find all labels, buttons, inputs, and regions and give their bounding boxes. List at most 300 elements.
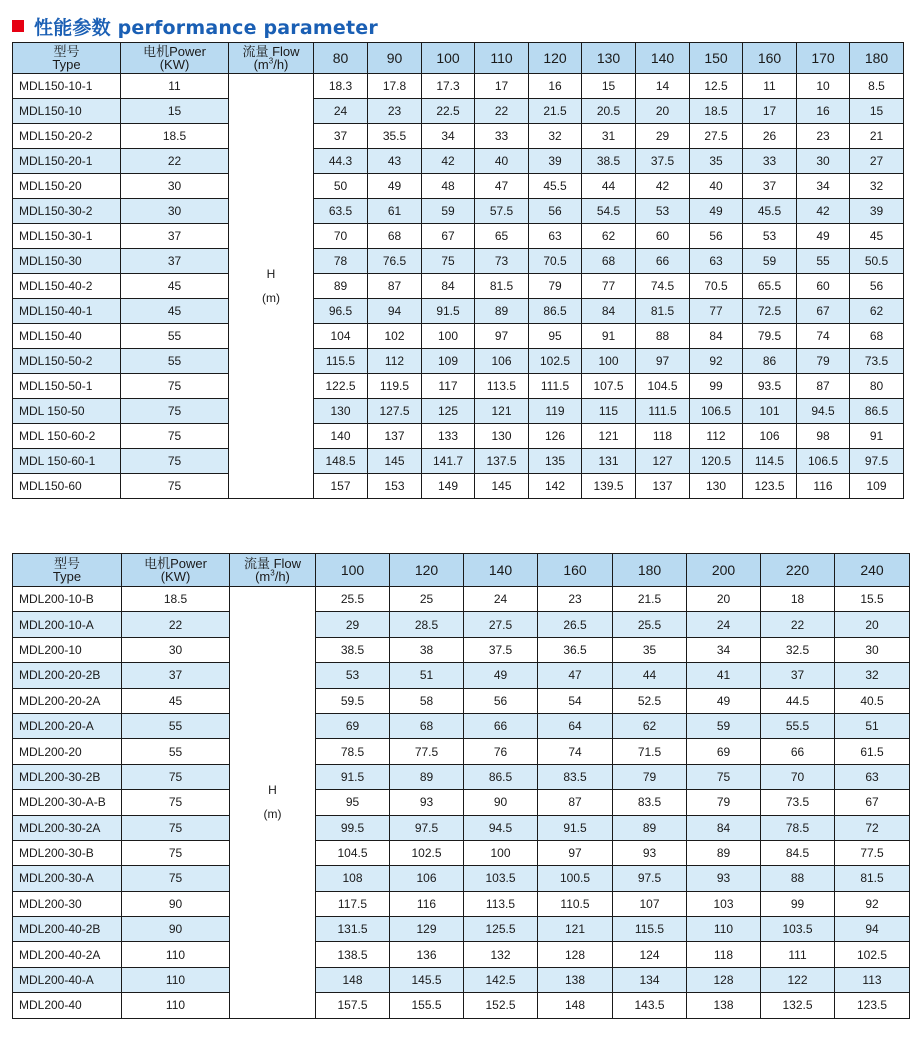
head-value-cell: 32: [850, 174, 904, 199]
head-value-cell: 121: [538, 917, 613, 942]
head-value-cell: 60: [797, 274, 850, 299]
head-value-cell: 97: [475, 324, 529, 349]
power-cell: 55: [122, 739, 230, 764]
model-type-cell: MDL150-30: [13, 249, 121, 274]
head-value-cell: 32.5: [761, 637, 835, 662]
head-value-cell: 69: [687, 739, 761, 764]
head-value-cell: 49: [687, 688, 761, 713]
table-row: [13, 764, 910, 789]
head-value-cell: 87: [538, 790, 613, 815]
head-value-cell: 73: [475, 249, 529, 274]
head-value-cell: 138: [687, 993, 761, 1018]
head-value-cell: 17.3: [422, 74, 475, 99]
head-value-cell: 98: [797, 424, 850, 449]
head-value-cell: 136: [390, 942, 464, 967]
head-value-cell: 56: [529, 199, 582, 224]
table-row: [13, 866, 910, 891]
head-value-cell: 56: [464, 688, 538, 713]
head-value-cell: 102.5: [529, 349, 582, 374]
head-value-cell: 88: [761, 866, 835, 891]
power-header: 电机Power (KW): [122, 554, 230, 587]
head-value-cell: 116: [797, 474, 850, 499]
head-value-cell: 103.5: [464, 866, 538, 891]
head-value-cell: 25.5: [613, 612, 687, 637]
head-value-cell: 132: [464, 942, 538, 967]
head-value-cell: 138: [538, 967, 613, 992]
head-value-cell: 37.5: [636, 149, 690, 174]
power-cell: 90: [122, 891, 230, 916]
head-value-cell: 68: [390, 713, 464, 738]
head-value-cell: 44: [613, 663, 687, 688]
head-value-cell: 78.5: [761, 815, 835, 840]
head-value-cell: 17: [743, 99, 797, 124]
head-value-cell: 62: [613, 713, 687, 738]
head-value-cell: 65.5: [743, 274, 797, 299]
table-row: [13, 713, 910, 738]
head-value-cell: 44.5: [761, 688, 835, 713]
head-value-cell: 84.5: [761, 840, 835, 865]
head-value-cell: 66: [464, 713, 538, 738]
power-cell: 15: [121, 99, 229, 124]
head-value-cell: 38.5: [582, 149, 636, 174]
head-value-cell: 25: [390, 587, 464, 612]
head-value-cell: 91.5: [422, 299, 475, 324]
type-header: 型号 Type: [13, 43, 121, 74]
head-value-cell: 49: [464, 663, 538, 688]
head-value-cell: 22: [761, 612, 835, 637]
power-cell: 37: [122, 663, 230, 688]
table-row: [13, 399, 904, 424]
head-value-cell: 148: [316, 967, 390, 992]
head-value-cell: 79: [529, 274, 582, 299]
head-value-cell: 27.5: [690, 124, 743, 149]
head-value-cell: 153: [368, 474, 422, 499]
head-value-cell: 45.5: [743, 199, 797, 224]
flow-value-header: 240: [835, 554, 910, 587]
flow-value-header: 120: [529, 43, 582, 74]
head-value-cell: 21.5: [529, 99, 582, 124]
model-type-cell: MDL200-30-B: [13, 840, 122, 865]
head-value-cell: 103: [687, 891, 761, 916]
head-value-cell: 15.5: [835, 587, 910, 612]
head-value-cell: 35.5: [368, 124, 422, 149]
head-value-cell: 95: [529, 324, 582, 349]
head-value-cell: 68: [850, 324, 904, 349]
head-value-cell: 130: [314, 399, 368, 424]
head-value-cell: 41: [687, 663, 761, 688]
head-value-cell: 74: [797, 324, 850, 349]
head-value-cell: 79: [797, 349, 850, 374]
power-cell: 30: [121, 199, 229, 224]
head-value-cell: 51: [390, 663, 464, 688]
flow-value-header: 140: [636, 43, 690, 74]
head-value-cell: 99: [690, 374, 743, 399]
head-value-cell: 92: [690, 349, 743, 374]
model-type-cell: MDL200-10-A: [13, 612, 122, 637]
head-value-cell: 51: [835, 713, 910, 738]
head-value-cell: 43: [368, 149, 422, 174]
head-value-cell: 74: [538, 739, 613, 764]
model-type-cell: MDL200-20: [13, 739, 122, 764]
head-value-cell: 89: [314, 274, 368, 299]
head-value-cell: 38.5: [316, 637, 390, 662]
head-value-cell: 122: [761, 967, 835, 992]
head-value-cell: 39: [529, 149, 582, 174]
head-value-cell: 138.5: [316, 942, 390, 967]
head-value-cell: 145.5: [390, 967, 464, 992]
head-value-cell: 127: [636, 449, 690, 474]
flow-value-header: 150: [690, 43, 743, 74]
head-value-cell: 131: [582, 449, 636, 474]
model-type-cell: MDL200-20-2A: [13, 688, 122, 713]
head-value-cell: 35: [613, 637, 687, 662]
model-type-cell: MDL150-40-1: [13, 299, 121, 324]
head-value-cell: 79: [687, 790, 761, 815]
head-value-cell: 18.5: [690, 99, 743, 124]
head-value-cell: 106: [390, 866, 464, 891]
head-value-cell: 42: [797, 199, 850, 224]
head-value-cell: 100.5: [538, 866, 613, 891]
head-value-cell: 66: [761, 739, 835, 764]
head-value-cell: 65: [475, 224, 529, 249]
head-value-cell: 135: [529, 449, 582, 474]
head-value-cell: 101: [743, 399, 797, 424]
head-value-cell: 22: [475, 99, 529, 124]
head-value-cell: 24: [687, 612, 761, 637]
head-value-cell: 88: [636, 324, 690, 349]
head-value-cell: 61.5: [835, 739, 910, 764]
head-value-cell: 16: [529, 74, 582, 99]
flow-value-header: 140: [464, 554, 538, 587]
head-value-cell: 59: [687, 713, 761, 738]
table-row: [13, 942, 910, 967]
table-row: [13, 174, 904, 199]
head-value-cell: 81.5: [475, 274, 529, 299]
head-value-cell: 94: [835, 917, 910, 942]
head-value-cell: 104: [314, 324, 368, 349]
head-value-cell: 54: [538, 688, 613, 713]
head-value-cell: 145: [368, 449, 422, 474]
head-value-cell: 110: [687, 917, 761, 942]
head-value-cell: 42: [636, 174, 690, 199]
head-value-cell: 118: [636, 424, 690, 449]
head-value-cell: 72.5: [743, 299, 797, 324]
head-value-cell: 34: [687, 637, 761, 662]
power-cell: 30: [122, 637, 230, 662]
flow-value-header: 130: [582, 43, 636, 74]
head-value-cell: 106: [475, 349, 529, 374]
head-value-cell: 86: [743, 349, 797, 374]
power-cell: 110: [122, 993, 230, 1018]
flow-value-header: 160: [538, 554, 613, 587]
head-value-cell: 77: [690, 299, 743, 324]
head-value-cell: 74.5: [636, 274, 690, 299]
head-value-cell: 95: [316, 790, 390, 815]
head-value-cell: 37: [743, 174, 797, 199]
head-value-cell: 78: [314, 249, 368, 274]
head-value-cell: 16: [797, 99, 850, 124]
power-cell: 75: [122, 866, 230, 891]
head-value-cell: 84: [690, 324, 743, 349]
head-value-cell: 50: [314, 174, 368, 199]
table-row: [13, 149, 904, 174]
head-value-cell: 80: [850, 374, 904, 399]
model-type-cell: MDL150-50-2: [13, 349, 121, 374]
power-cell: 110: [122, 967, 230, 992]
flow-value-header: 170: [797, 43, 850, 74]
head-value-cell: 115: [582, 399, 636, 424]
table-row: [13, 124, 904, 149]
head-value-cell: 49: [797, 224, 850, 249]
head-value-cell: 130: [690, 474, 743, 499]
power-cell: 75: [122, 840, 230, 865]
head-value-cell: 140: [314, 424, 368, 449]
model-type-cell: MDL150-20-2: [13, 124, 121, 149]
head-value-cell: 139.5: [582, 474, 636, 499]
head-value-cell: 137: [368, 424, 422, 449]
head-value-cell: 32: [835, 663, 910, 688]
head-value-cell: 91: [850, 424, 904, 449]
model-type-cell: MDL150-30-2: [13, 199, 121, 224]
head-value-cell: 81.5: [636, 299, 690, 324]
head-value-cell: 33: [743, 149, 797, 174]
head-value-cell: 63: [529, 224, 582, 249]
head-value-cell: 49: [690, 199, 743, 224]
flow-value-header: 180: [613, 554, 687, 587]
head-value-cell: 45.5: [529, 174, 582, 199]
head-value-cell: 99: [761, 891, 835, 916]
head-value-cell: 90: [464, 790, 538, 815]
power-cell: 11: [121, 74, 229, 99]
head-value-cell: 63: [835, 764, 910, 789]
head-label-cell: [230, 587, 316, 1019]
head-value-cell: 70.5: [690, 274, 743, 299]
flow-value-header: 180: [850, 43, 904, 74]
head-value-cell: 83.5: [613, 790, 687, 815]
head-value-cell: 53: [636, 199, 690, 224]
head-value-cell: 102: [368, 324, 422, 349]
head-value-cell: 56: [690, 224, 743, 249]
head-value-cell: 58: [390, 688, 464, 713]
head-label: H: [268, 783, 277, 798]
head-value-cell: 61: [368, 199, 422, 224]
head-value-cell: 97.5: [613, 866, 687, 891]
head-value-cell: 25.5: [316, 587, 390, 612]
section-title: [12, 14, 378, 38]
table-row: [13, 587, 910, 612]
head-value-cell: 115.5: [314, 349, 368, 374]
table-row: [13, 967, 910, 992]
head-value-cell: 84: [687, 815, 761, 840]
head-value-cell: 117.5: [316, 891, 390, 916]
head-value-cell: 89: [687, 840, 761, 865]
head-value-cell: 128: [687, 967, 761, 992]
model-type-cell: MDL200-10: [13, 637, 122, 662]
head-value-cell: 15: [850, 99, 904, 124]
head-value-cell: 54.5: [582, 199, 636, 224]
table-row: [13, 324, 904, 349]
head-value-cell: 97.5: [850, 449, 904, 474]
head-value-cell: 93: [687, 866, 761, 891]
model-type-cell: MDL150-20: [13, 174, 121, 199]
head-value-cell: 149: [422, 474, 475, 499]
table-row: [13, 815, 910, 840]
flow-value-header: 100: [316, 554, 390, 587]
head-value-cell: 21: [850, 124, 904, 149]
power-cell: 55: [122, 713, 230, 738]
model-type-cell: MDL200-10-B: [13, 587, 122, 612]
model-type-cell: MDL200-20-A: [13, 713, 122, 738]
head-value-cell: 115.5: [613, 917, 687, 942]
head-value-cell: 31: [582, 124, 636, 149]
head-value-cell: 68: [582, 249, 636, 274]
head-value-cell: 53: [743, 224, 797, 249]
power-cell: 75: [121, 474, 229, 499]
head-value-cell: 47: [538, 663, 613, 688]
power-cell: 45: [121, 299, 229, 324]
flow-header: 流量 Flow $(m^3/h)$: [230, 554, 316, 587]
head-value-cell: 100: [464, 840, 538, 865]
head-value-cell: 35: [690, 149, 743, 174]
head-value-cell: 152.5: [464, 993, 538, 1018]
head-value-cell: 111: [761, 942, 835, 967]
head-value-cell: 11: [743, 74, 797, 99]
table-row: [13, 612, 910, 637]
head-value-cell: 53: [316, 663, 390, 688]
table-row: [13, 374, 904, 399]
head-value-cell: 10: [797, 74, 850, 99]
head-value-cell: 17: [475, 74, 529, 99]
head-value-cell: 97: [538, 840, 613, 865]
head-value-cell: 86.5: [464, 764, 538, 789]
power-cell: 75: [122, 815, 230, 840]
model-type-cell: MDL200-30-2B: [13, 764, 122, 789]
head-value-cell: 130: [475, 424, 529, 449]
flow-header: 流量 Flow $(m^3/h)$: [229, 43, 314, 74]
head-value-cell: 81.5: [835, 866, 910, 891]
head-value-cell: 109: [850, 474, 904, 499]
power-header: 电机Power (KW): [121, 43, 229, 74]
head-value-cell: 93.5: [743, 374, 797, 399]
flow-value-header: 120: [390, 554, 464, 587]
table-row: [13, 663, 910, 688]
head-value-cell: 99.5: [316, 815, 390, 840]
head-value-cell: 67: [835, 790, 910, 815]
head-value-cell: 23: [797, 124, 850, 149]
power-cell: 18.5: [121, 124, 229, 149]
head-value-cell: 145: [475, 474, 529, 499]
head-value-cell: 27.5: [464, 612, 538, 637]
table-row: [13, 474, 904, 499]
head-value-cell: 93: [390, 790, 464, 815]
head-value-cell: 127.5: [368, 399, 422, 424]
flow-value-header: 200: [687, 554, 761, 587]
table-row: [13, 449, 904, 474]
model-type-cell: MDL150-50-1: [13, 374, 121, 399]
head-value-cell: 119: [529, 399, 582, 424]
model-type-cell: MDL150-10-1: [13, 74, 121, 99]
head-value-cell: 102.5: [835, 942, 910, 967]
power-cell: 30: [121, 174, 229, 199]
power-cell: 55: [121, 324, 229, 349]
head-value-cell: 52.5: [613, 688, 687, 713]
head-value-cell: 29: [316, 612, 390, 637]
head-value-cell: 23: [538, 587, 613, 612]
table-row: [13, 917, 910, 942]
head-value-cell: 108: [316, 866, 390, 891]
head-value-cell: 142.5: [464, 967, 538, 992]
head-value-cell: 37: [314, 124, 368, 149]
head-value-cell: 59.5: [316, 688, 390, 713]
head-value-cell: 91.5: [316, 764, 390, 789]
head-value-cell: 67: [422, 224, 475, 249]
head-value-cell: 70.5: [529, 249, 582, 274]
flow-value-header: 110: [475, 43, 529, 74]
head-value-cell: 36.5: [538, 637, 613, 662]
head-value-cell: 157.5: [316, 993, 390, 1018]
head-value-cell: 26.5: [538, 612, 613, 637]
head-value-cell: 70: [314, 224, 368, 249]
head-value-cell: 24: [464, 587, 538, 612]
type-header: 型号 Type: [13, 554, 122, 587]
head-value-cell: 118: [687, 942, 761, 967]
flow-value-header: 160: [743, 43, 797, 74]
head-value-cell: 73.5: [850, 349, 904, 374]
head-value-cell: 20.5: [582, 99, 636, 124]
head-value-cell: 21.5: [613, 587, 687, 612]
model-type-cell: MDL200-30-A-B: [13, 790, 122, 815]
head-value-cell: 15: [582, 74, 636, 99]
table-row: [13, 249, 904, 274]
head-value-cell: 143.5: [613, 993, 687, 1018]
head-value-cell: 134: [613, 967, 687, 992]
model-type-cell: MDL150-30-1: [13, 224, 121, 249]
head-value-cell: 32: [529, 124, 582, 149]
head-value-cell: 132.5: [761, 993, 835, 1018]
head-value-cell: 45: [850, 224, 904, 249]
head-value-cell: 30: [797, 149, 850, 174]
head-value-cell: 113.5: [475, 374, 529, 399]
page-title: 性能参数 performance parameter: [34, 16, 378, 39]
model-type-cell: MDL200-40-2B: [13, 917, 122, 942]
head-value-cell: 78.5: [316, 739, 390, 764]
head-value-cell: 103.5: [761, 917, 835, 942]
head-value-cell: 128: [538, 942, 613, 967]
head-value-cell: 64: [538, 713, 613, 738]
model-type-cell: MDL200-30: [13, 891, 122, 916]
model-type-cell: MDL150-40-2: [13, 274, 121, 299]
head-value-cell: 116: [390, 891, 464, 916]
head-value-cell: 91: [582, 324, 636, 349]
head-value-cell: 75: [422, 249, 475, 274]
head-value-cell: 117: [422, 374, 475, 399]
head-value-cell: 107.5: [582, 374, 636, 399]
head-value-cell: 33: [475, 124, 529, 149]
model-type-cell: MDL200-30-2A: [13, 815, 122, 840]
head-value-cell: 111.5: [636, 399, 690, 424]
table-row: [13, 993, 910, 1018]
head-value-cell: 86.5: [529, 299, 582, 324]
head-value-cell: 79.5: [743, 324, 797, 349]
head-value-cell: 57.5: [475, 199, 529, 224]
head-value-cell: 112: [690, 424, 743, 449]
head-value-cell: 20: [687, 587, 761, 612]
head-value-cell: 157: [314, 474, 368, 499]
table-row: [13, 688, 910, 713]
table-row: [13, 424, 904, 449]
head-value-cell: 76.5: [368, 249, 422, 274]
head-value-cell: 22.5: [422, 99, 475, 124]
